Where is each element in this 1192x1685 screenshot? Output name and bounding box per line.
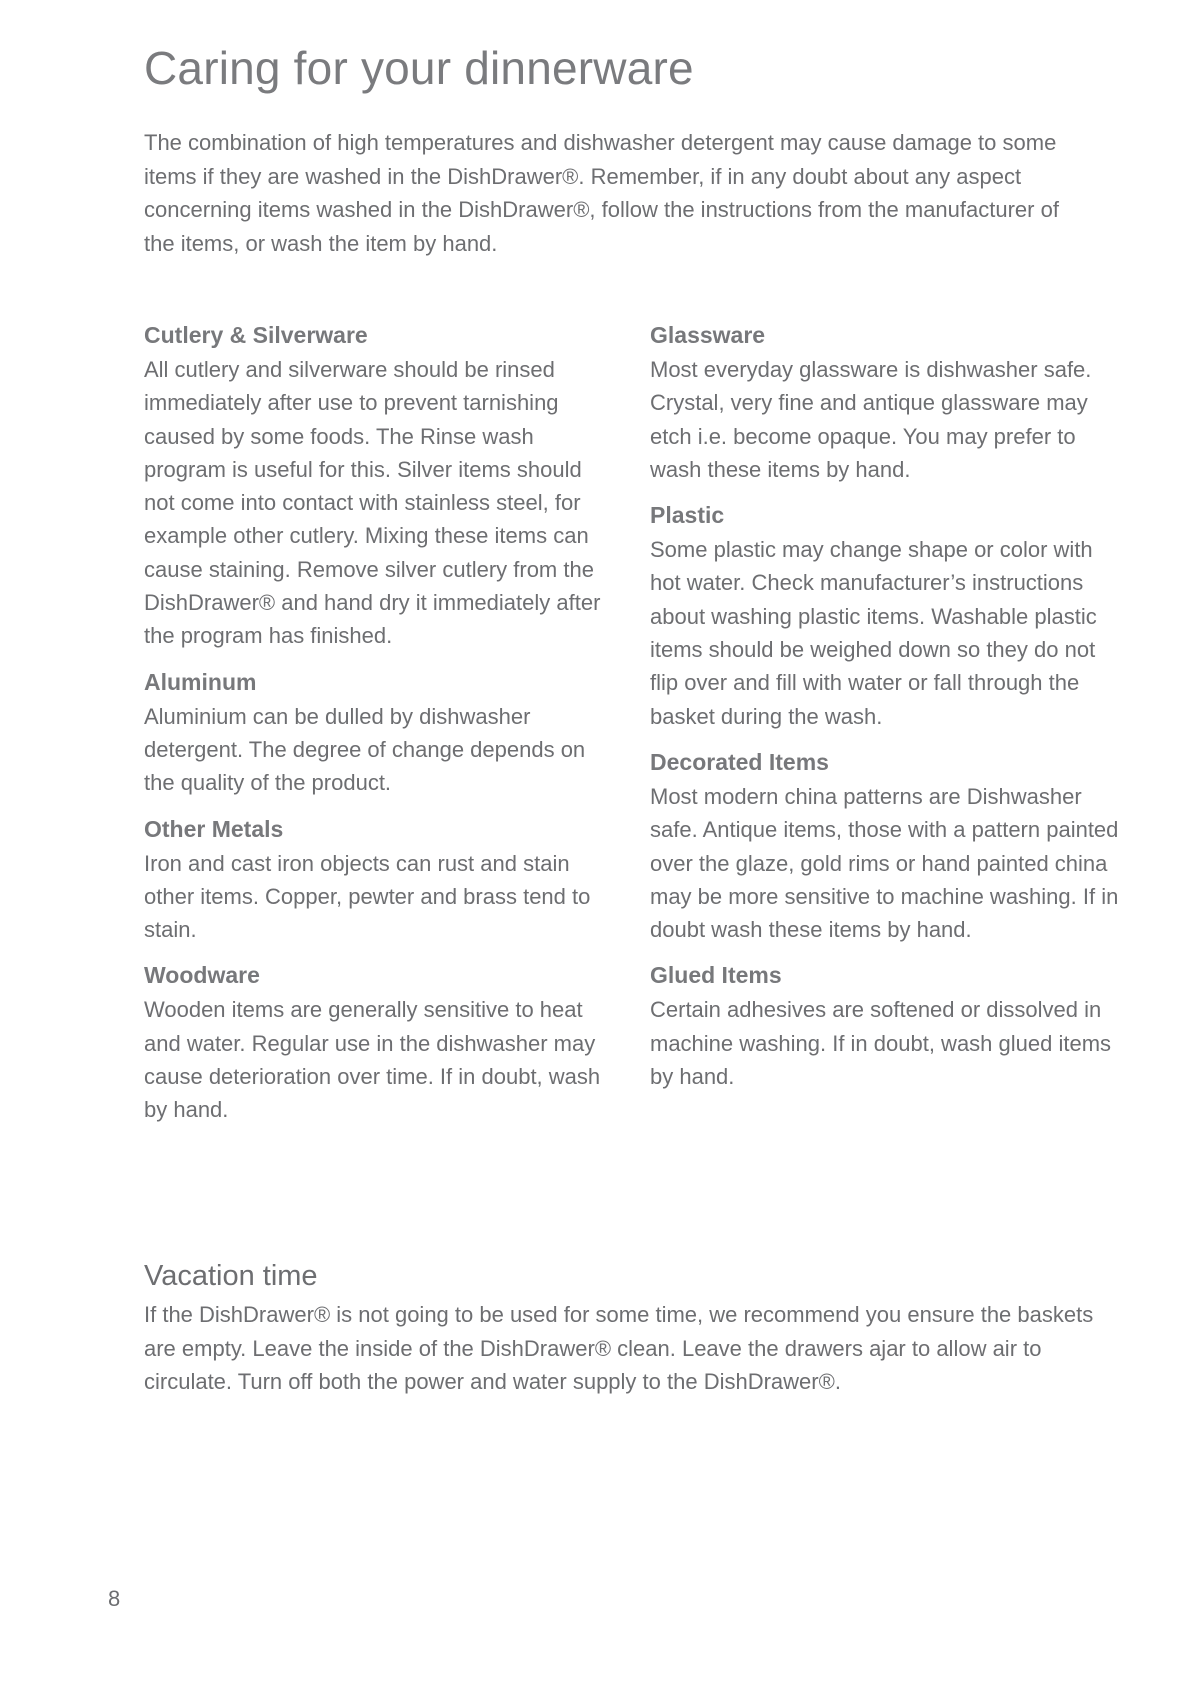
vacation-section: [144, 1254, 1104, 1399]
section-heading: Decorated Items: [650, 748, 829, 775]
section-heading: Other Metals: [144, 815, 284, 842]
section-heading: Aluminum: [144, 668, 257, 695]
section-heading: Glassware: [650, 322, 766, 348]
section-body: Most modern china patterns are Dishwasher safe. Antique items, those with a pattern painted over the glaze, gold rims or hand painted china may be more sensitive to machine washing. If in doubt wash these items by hand.: [650, 783, 1119, 943]
section-decorated-items: [650, 745, 1120, 946]
page-number: 8: [108, 1586, 121, 1611]
right-column: [650, 318, 1120, 1105]
section-heading: Glued Items: [650, 962, 782, 989]
section-body: Some plastic may change shape or color with hot water. Check manufacturer’s instructions about washing plastic items. Washable plastic items should be weighed down so they do not flip over and fill with water or fall through the basket during the wash.: [650, 537, 1097, 729]
intro-paragraph: The combination of high temperatures and dishwasher detergent may cause damage to some items if they are washed in the DishDrawer®. Remember, if in any doubt about any aspect concerning items washed in the DishDrawer®, follow the instructions from the manufacturer of the items, or wash the item by hand.: [144, 130, 1059, 256]
left-column: [144, 318, 604, 1139]
section-glassware: [650, 318, 1120, 486]
section-cutlery-silverware: [144, 318, 604, 653]
section-body: Aluminium can be dulled by dishwasher detergent. The degree of change depends on the quality of the product.: [144, 703, 586, 796]
section-plastic: [650, 498, 1120, 733]
section-heading: Cutlery & Silverware: [144, 322, 368, 348]
vacation-body: If the DishDrawer® is not going to be used for some time, we recommend you ensure the baskets are empty. Leave the inside of the DishDrawer® clean. Leave the drawers ajar to allow air to circulate. Turn off both the power and water supply to the DishDrawer®.: [144, 1302, 1094, 1394]
section-body: Iron and cast iron objects can rust and stain other items. Copper, pewter and brass tend to stain.: [144, 850, 591, 943]
page-title: Caring for your dinnerware: [144, 42, 694, 94]
section-woodware: [144, 958, 604, 1126]
section-glued-items: [650, 958, 1120, 1093]
section-body: Most everyday glassware is dishwasher safe. Crystal, very fine and antique glassware may etch i.e. become opaque. You may prefer to wash these items by hand.: [650, 357, 1092, 482]
section-aluminum: [144, 665, 604, 800]
section-body: All cutlery and silverware should be rinsed immediately after use to prevent tarnishing caused by some foods. The Rinse wash program is useful for this. Silver items should not come into contact with stainless steel, for example other cutlery. Mixing these items can cause staining. Remove silver cutlery from the DishDrawer® and hand dry it immediately after the program has finished.: [144, 357, 601, 649]
section-heading: Woodware: [144, 962, 260, 989]
section-body: Wooden items are generally sensitive to heat and water. Regular use in the dishwasher may cause deterioration over time. If in doubt, wash by hand.: [144, 997, 601, 1123]
section-body: Certain adhesives are softened or dissolved in machine washing. If in doubt, wash glued items by hand.: [650, 997, 1112, 1090]
section-heading: Plastic: [650, 502, 725, 529]
vacation-heading: Vacation time: [144, 1260, 318, 1292]
section-other-metals: [144, 812, 604, 947]
